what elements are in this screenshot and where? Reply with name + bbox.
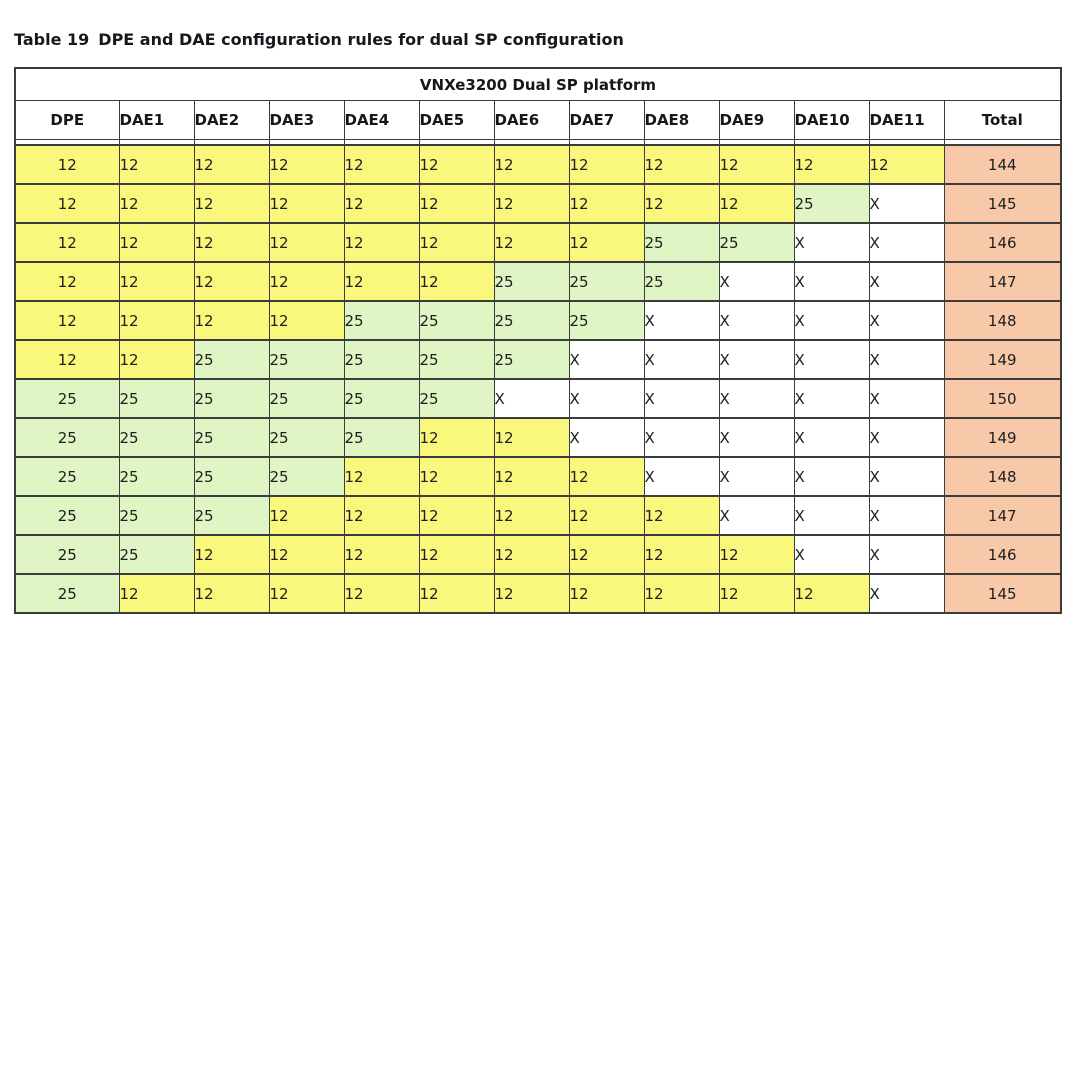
cell-dae8: X — [644, 340, 719, 379]
col-header-total: Total — [944, 101, 1061, 140]
table-row — [15, 340, 1061, 379]
cell-dae6: X — [494, 379, 569, 418]
cell-dae9: X — [719, 340, 794, 379]
cell-dae9: 12 — [719, 145, 794, 184]
table-caption — [14, 30, 624, 49]
cell-dae9: X — [719, 496, 794, 535]
table-title-text: DPE and DAE configuration rules for dual SP configuration — [98, 30, 624, 49]
cell-dae8: X — [644, 457, 719, 496]
cell-dae4: 12 — [344, 574, 419, 613]
cell-dae1: 12 — [119, 340, 194, 379]
cell-dpe: 25 — [15, 535, 119, 574]
cell-dae1: 12 — [119, 145, 194, 184]
cell-dae8: 25 — [644, 223, 719, 262]
cell-dae4: 12 — [344, 496, 419, 535]
cell-dae7: X — [569, 379, 644, 418]
cell-dae10: X — [794, 262, 869, 301]
cell-dae6: 12 — [494, 145, 569, 184]
cell-dae10: X — [794, 535, 869, 574]
cell-dae3: 25 — [269, 418, 344, 457]
cell-dae4: 25 — [344, 340, 419, 379]
col-header-dae3: DAE3 — [269, 101, 344, 140]
cell-dae3: 12 — [269, 262, 344, 301]
cell-dae11: X — [869, 496, 944, 535]
cell-dae3: 25 — [269, 379, 344, 418]
cell-dae9: 12 — [719, 574, 794, 613]
cell-dae1: 25 — [119, 457, 194, 496]
cell-dae10: X — [794, 496, 869, 535]
cell-dae9: X — [719, 262, 794, 301]
cell-dae3: 25 — [269, 457, 344, 496]
cell-dae1: 25 — [119, 535, 194, 574]
cell-dae11: X — [869, 574, 944, 613]
cell-dae9: X — [719, 301, 794, 340]
cell-total: 144 — [944, 145, 1061, 184]
cell-dae3: 12 — [269, 535, 344, 574]
cell-dae5: 12 — [419, 262, 494, 301]
cell-total: 146 — [944, 535, 1061, 574]
cell-dae2: 12 — [194, 145, 269, 184]
cell-dae7: 12 — [569, 184, 644, 223]
cell-dae10: 25 — [794, 184, 869, 223]
cell-dae5: 25 — [419, 301, 494, 340]
cell-dae9: X — [719, 457, 794, 496]
cell-dae4: 12 — [344, 223, 419, 262]
cell-dae2: 25 — [194, 496, 269, 535]
col-header-dae4: DAE4 — [344, 101, 419, 140]
cell-dae2: 12 — [194, 184, 269, 223]
cell-dae5: 12 — [419, 418, 494, 457]
cell-dae11: X — [869, 457, 944, 496]
cell-dae3: 25 — [269, 340, 344, 379]
cell-dae2: 25 — [194, 457, 269, 496]
col-header-dae8: DAE8 — [644, 101, 719, 140]
cell-dae10: X — [794, 457, 869, 496]
cell-dae9: 12 — [719, 535, 794, 574]
cell-dae1: 25 — [119, 379, 194, 418]
cell-dae6: 12 — [494, 184, 569, 223]
cell-dae1: 12 — [119, 262, 194, 301]
table-row — [15, 223, 1061, 262]
cell-dae6: 12 — [494, 574, 569, 613]
cell-dae8: X — [644, 418, 719, 457]
cell-dae6: 12 — [494, 535, 569, 574]
cell-dae4: 25 — [344, 418, 419, 457]
cell-total: 148 — [944, 457, 1061, 496]
cell-dae10: X — [794, 223, 869, 262]
cell-dae11: X — [869, 340, 944, 379]
cell-dae4: 12 — [344, 535, 419, 574]
cell-dae8: X — [644, 301, 719, 340]
cell-dae4: 12 — [344, 457, 419, 496]
cell-dae3: 12 — [269, 301, 344, 340]
cell-dae8: 25 — [644, 262, 719, 301]
cell-dae7: 12 — [569, 496, 644, 535]
cell-dae6: 12 — [494, 418, 569, 457]
cell-dae10: X — [794, 379, 869, 418]
col-header-dae11: DAE11 — [869, 101, 944, 140]
cell-dpe: 25 — [15, 457, 119, 496]
cell-dae5: 12 — [419, 457, 494, 496]
cell-dae11: X — [869, 262, 944, 301]
cell-dae3: 12 — [269, 223, 344, 262]
cell-dae4: 12 — [344, 262, 419, 301]
col-header-dae2: DAE2 — [194, 101, 269, 140]
table-row — [15, 301, 1061, 340]
table-row — [15, 496, 1061, 535]
cell-dae5: 12 — [419, 496, 494, 535]
cell-dae3: 12 — [269, 496, 344, 535]
cell-dae4: 25 — [344, 301, 419, 340]
table-row — [15, 457, 1061, 496]
cell-total: 145 — [944, 574, 1061, 613]
table-row — [15, 379, 1061, 418]
cell-dae8: 12 — [644, 145, 719, 184]
config-table — [14, 67, 1062, 614]
cell-dae5: 12 — [419, 574, 494, 613]
cell-dpe: 12 — [15, 223, 119, 262]
cell-dae8: 12 — [644, 574, 719, 613]
cell-total: 148 — [944, 301, 1061, 340]
col-header-dae7: DAE7 — [569, 101, 644, 140]
cell-total: 147 — [944, 496, 1061, 535]
table-row — [15, 145, 1061, 184]
cell-dae6: 25 — [494, 301, 569, 340]
cell-dae7: 12 — [569, 535, 644, 574]
cell-dae7: 25 — [569, 262, 644, 301]
cell-total: 145 — [944, 184, 1061, 223]
column-header-row — [15, 101, 1061, 140]
col-header-dae10: DAE10 — [794, 101, 869, 140]
cell-dae7: X — [569, 340, 644, 379]
cell-dae11: X — [869, 379, 944, 418]
cell-dae10: X — [794, 301, 869, 340]
cell-dae9: 25 — [719, 223, 794, 262]
cell-dae3: 12 — [269, 145, 344, 184]
table-row — [15, 535, 1061, 574]
cell-dae4: 12 — [344, 184, 419, 223]
cell-dae2: 12 — [194, 223, 269, 262]
cell-dae6: 25 — [494, 340, 569, 379]
cell-dae3: 12 — [269, 184, 344, 223]
col-header-dpe: DPE — [15, 101, 119, 140]
col-header-dae1: DAE1 — [119, 101, 194, 140]
cell-dae11: 12 — [869, 145, 944, 184]
cell-dpe: 12 — [15, 301, 119, 340]
table-row — [15, 184, 1061, 223]
cell-dae5: 12 — [419, 145, 494, 184]
cell-dae10: X — [794, 418, 869, 457]
cell-dpe: 12 — [15, 145, 119, 184]
cell-dpe: 25 — [15, 418, 119, 457]
cell-dae8: 12 — [644, 535, 719, 574]
cell-dae1: 12 — [119, 184, 194, 223]
cell-dae5: 12 — [419, 223, 494, 262]
cell-dae1: 12 — [119, 223, 194, 262]
cell-dae2: 12 — [194, 262, 269, 301]
cell-dae2: 25 — [194, 379, 269, 418]
table-row — [15, 418, 1061, 457]
cell-dae10: 12 — [794, 145, 869, 184]
cell-dae5: 12 — [419, 184, 494, 223]
table-row — [15, 262, 1061, 301]
cell-dpe: 12 — [15, 262, 119, 301]
cell-dae5: 25 — [419, 340, 494, 379]
cell-dae6: 25 — [494, 262, 569, 301]
cell-dae11: X — [869, 223, 944, 262]
table-body — [15, 145, 1061, 613]
col-header-dae6: DAE6 — [494, 101, 569, 140]
cell-dae7: 12 — [569, 145, 644, 184]
cell-dae11: X — [869, 418, 944, 457]
platform-header: VNXe3200 Dual SP platform — [15, 68, 1061, 101]
cell-total: 149 — [944, 418, 1061, 457]
cell-dpe: 25 — [15, 379, 119, 418]
cell-dae2: 25 — [194, 418, 269, 457]
cell-total: 147 — [944, 262, 1061, 301]
col-header-dae5: DAE5 — [419, 101, 494, 140]
cell-dae7: 12 — [569, 223, 644, 262]
cell-dae1: 12 — [119, 574, 194, 613]
cell-total: 146 — [944, 223, 1061, 262]
cell-total: 150 — [944, 379, 1061, 418]
cell-dae11: X — [869, 184, 944, 223]
cell-dae4: 12 — [344, 145, 419, 184]
cell-dae3: 12 — [269, 574, 344, 613]
cell-dae8: 12 — [644, 496, 719, 535]
cell-dae7: 25 — [569, 301, 644, 340]
cell-dae1: 12 — [119, 301, 194, 340]
cell-dae9: X — [719, 379, 794, 418]
cell-dae2: 12 — [194, 574, 269, 613]
cell-dae7: X — [569, 418, 644, 457]
cell-dae8: X — [644, 379, 719, 418]
cell-dae11: X — [869, 535, 944, 574]
cell-dae9: X — [719, 418, 794, 457]
cell-dpe: 25 — [15, 574, 119, 613]
cell-dae1: 25 — [119, 496, 194, 535]
cell-dae8: 12 — [644, 184, 719, 223]
table-row — [15, 574, 1061, 613]
cell-dae5: 12 — [419, 535, 494, 574]
table-number: Table 19 — [14, 30, 90, 49]
cell-dae1: 25 — [119, 418, 194, 457]
cell-dae10: 12 — [794, 574, 869, 613]
cell-dae2: 12 — [194, 301, 269, 340]
col-header-dae9: DAE9 — [719, 101, 794, 140]
cell-dae7: 12 — [569, 574, 644, 613]
platform-header-row — [15, 68, 1061, 101]
cell-dpe: 12 — [15, 340, 119, 379]
cell-dae5: 25 — [419, 379, 494, 418]
cell-dpe: 25 — [15, 496, 119, 535]
cell-dae6: 12 — [494, 457, 569, 496]
cell-dae6: 12 — [494, 496, 569, 535]
cell-total: 149 — [944, 340, 1061, 379]
cell-dae7: 12 — [569, 457, 644, 496]
cell-dpe: 12 — [15, 184, 119, 223]
cell-dae2: 25 — [194, 340, 269, 379]
cell-dae11: X — [869, 301, 944, 340]
cell-dae2: 12 — [194, 535, 269, 574]
cell-dae4: 25 — [344, 379, 419, 418]
cell-dae9: 12 — [719, 184, 794, 223]
cell-dae10: X — [794, 340, 869, 379]
cell-dae6: 12 — [494, 223, 569, 262]
